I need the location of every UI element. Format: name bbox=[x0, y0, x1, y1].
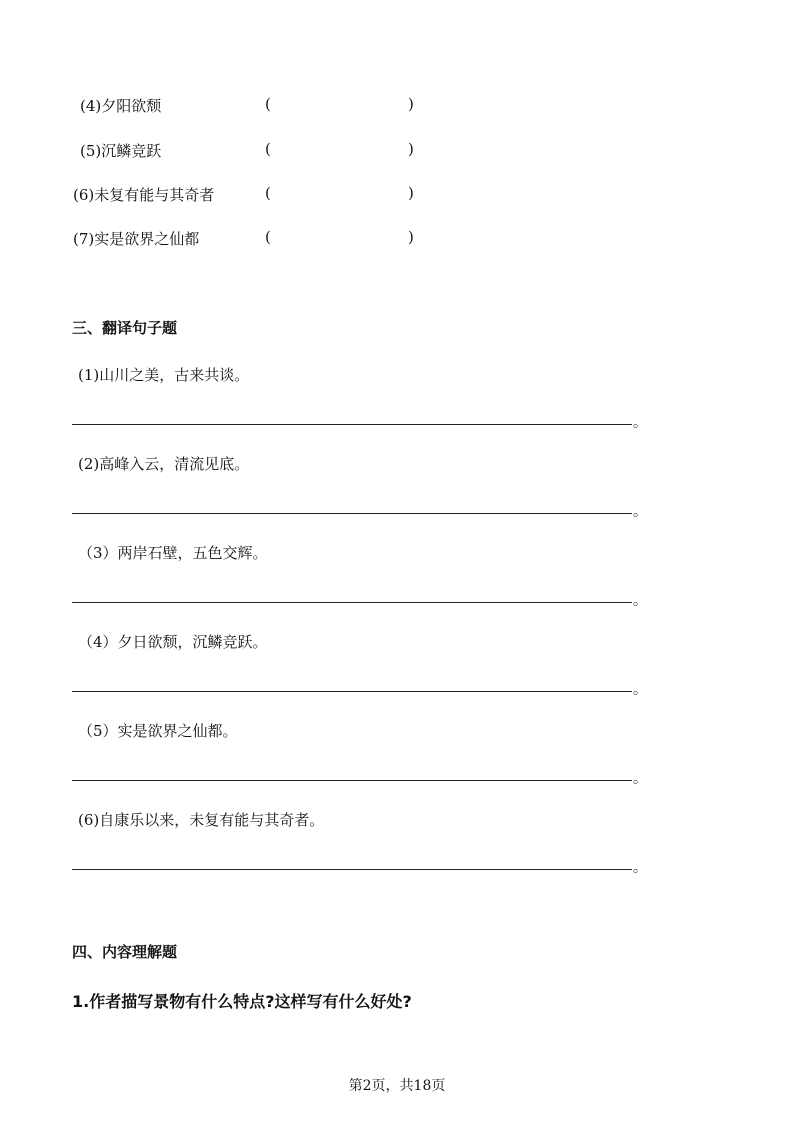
answer-period: 。 bbox=[633, 593, 647, 609]
answer-paren-close: ) bbox=[408, 140, 414, 158]
translation-question-6: (6)自康乐以来，未复有能与其奇者。 bbox=[78, 811, 325, 829]
answer-line-4[interactable] bbox=[72, 691, 632, 692]
answer-paren-open: ( bbox=[265, 95, 271, 113]
comprehension-question-1: 1.作者描写景物有什么特点?这样写有什么好处? bbox=[72, 992, 412, 1011]
section-title-comprehension: 四、内容理解题 bbox=[72, 943, 178, 961]
translation-question-5: （5）实是欲界之仙都。 bbox=[78, 722, 238, 740]
answer-paren-open: ( bbox=[265, 184, 271, 202]
answer-paren-close: ) bbox=[408, 95, 414, 113]
definition-item-6: (6)未复有能与其奇者 bbox=[73, 186, 215, 204]
answer-paren-open: ( bbox=[265, 228, 271, 246]
answer-line-5[interactable] bbox=[72, 780, 632, 781]
page-number: 第2页，共18页 bbox=[348, 1078, 446, 1094]
answer-period: 。 bbox=[633, 860, 647, 876]
answer-paren-open: ( bbox=[265, 140, 271, 158]
answer-line-2[interactable] bbox=[72, 513, 632, 514]
answer-paren-close: ) bbox=[408, 184, 414, 202]
answer-period: 。 bbox=[633, 504, 647, 520]
section-title-translation: 三、翻译句子题 bbox=[72, 319, 178, 337]
answer-period: 。 bbox=[633, 682, 647, 698]
translation-question-3: （3）两岸石壁，五色交辉。 bbox=[78, 544, 268, 562]
answer-period: 。 bbox=[633, 415, 647, 431]
translation-question-1: (1)山川之美，古来共谈。 bbox=[78, 366, 250, 384]
answer-line-3[interactable] bbox=[72, 602, 632, 603]
definition-item-7: (7)实是欲界之仙都 bbox=[73, 230, 200, 248]
answer-paren-close: ) bbox=[408, 228, 414, 246]
translation-question-2: (2)高峰入云，清流见底。 bbox=[78, 455, 250, 473]
definition-item-5: (5)沉鳞竞跃 bbox=[80, 142, 162, 160]
answer-line-1[interactable] bbox=[72, 424, 632, 425]
answer-line-6[interactable] bbox=[72, 869, 632, 870]
answer-period: 。 bbox=[633, 771, 647, 787]
translation-question-4: （4）夕日欲颓，沉鳞竞跃。 bbox=[78, 633, 268, 651]
definition-item-4: (4)夕阳欲颓 bbox=[80, 97, 162, 115]
